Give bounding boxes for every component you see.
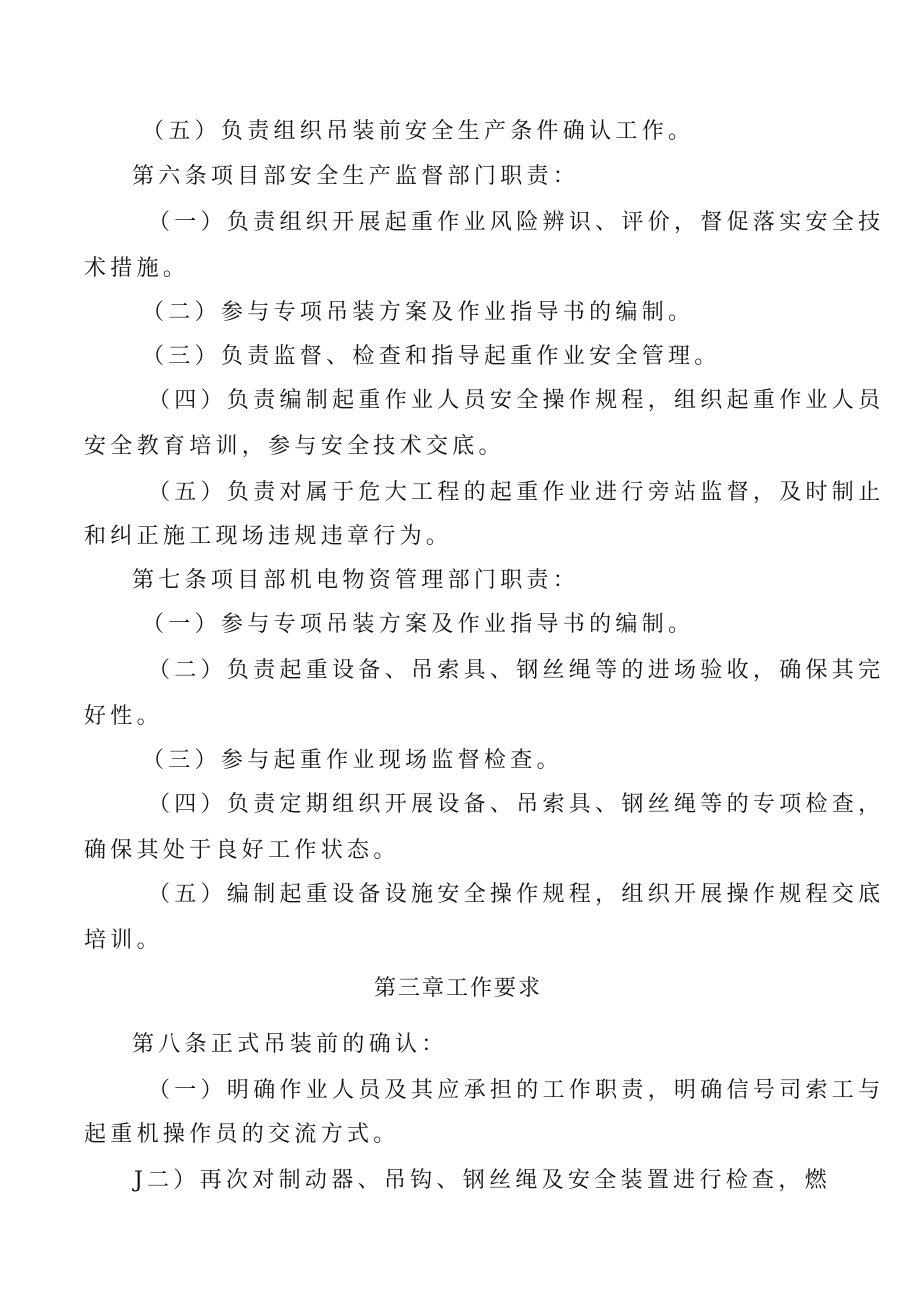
chapter-heading: 第三章工作要求 — [374, 976, 543, 1001]
paragraph-line: （五）负责组织吊装前安全生产条件确认工作。 — [142, 119, 695, 144]
article-heading: 第八条正式吊装前的确认： — [132, 1032, 448, 1057]
paragraph-line: （一）负责组织开展起重作业风险辨识、评价，督促落实安全技 — [148, 210, 885, 235]
paragraph-line: 和纠正施工现场违规违章行为。 — [84, 524, 453, 549]
paragraph-line: （五）编制起重设备设施安全操作规程，组织开展操作规程交底 — [148, 882, 885, 907]
article-heading: 第七条项目部机电物资管理部门职责： — [132, 568, 580, 593]
paragraph-line: J二）再次对制动器、吊钩、钢丝绳及安全装置进行检查，燃 — [134, 1168, 831, 1193]
paragraph-line: （一）参与专项吊装方案及作业指导书的编制。 — [142, 612, 695, 637]
paragraph-line: （一）明确作业人员及其应承担的工作职责，明确信号司索工与 — [148, 1078, 885, 1103]
paragraph-line: （四）负责编制起重作业人员安全操作规程，组织起重作业人员 — [148, 388, 885, 413]
paragraph-line: 起重机操作员的交流方式。 — [84, 1122, 400, 1147]
paragraph-line: 术措施。 — [84, 256, 190, 281]
article-heading: 第六条项目部安全生产监督部门职责： — [132, 164, 580, 189]
paragraph-line: （二）参与专项吊装方案及作业指导书的编制。 — [142, 300, 695, 325]
paragraph-line: 确保其处于良好工作状态。 — [84, 838, 400, 863]
paragraph-line: 好性。 — [84, 704, 163, 729]
paragraph-line: （三）参与起重作业现场监督检查。 — [142, 748, 563, 773]
paragraph-line: （四）负责定期组织开展设备、吊索具、钢丝绳等的专项检查， — [148, 792, 885, 817]
paragraph-line: （五）负责对属于危大工程的起重作业进行旁站监督，及时制止 — [148, 480, 885, 505]
paragraph-line: （三）负责监督、检查和指导起重作业安全管理。 — [142, 344, 721, 369]
paragraph-line: 培训。 — [84, 928, 163, 953]
paragraph-line: （二）负责起重设备、吊索具、钢丝绳等的进场验收，确保其完 — [148, 658, 885, 683]
paragraph-line: 安全教育培训，参与安全技术交底。 — [84, 434, 505, 459]
